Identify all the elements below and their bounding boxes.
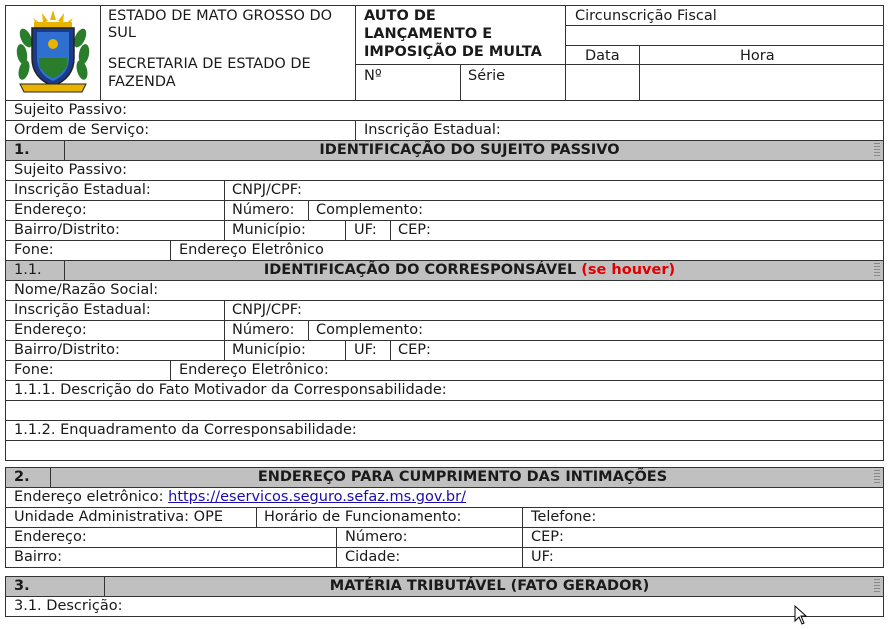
s11-municipio-label: Município: [232, 342, 306, 358]
s11-cep-label: CEP: [398, 342, 431, 358]
s2-horario-label: Horário de Funcionamento: [264, 509, 462, 525]
s11-complemento-label: Complemento: [316, 322, 423, 338]
s11-numero-label: Número: [232, 322, 295, 338]
data-label: Data [585, 48, 620, 64]
doc-title-line2: LANÇAMENTO E [364, 26, 493, 42]
resize-grip-icon [874, 143, 880, 157]
section1-title: IDENTIFICAÇÃO DO SUJEITO PASSIVO [319, 142, 620, 158]
section2-header [5, 467, 884, 488]
numero-label: Nº [364, 68, 382, 84]
s11-endereco-label: Endereço: [14, 322, 87, 338]
s2-endereco-eletronico-link[interactable]: https://eservicos.seguro.sefaz.ms.gov.br/ [168, 489, 466, 505]
s2-endereco-label: Endereço: [14, 529, 87, 545]
resize-grip-icon [874, 470, 880, 484]
section3-number: 3. [6, 577, 105, 596]
state-name-line2: SUL [108, 25, 136, 41]
secretaria-line1: SECRETARIA DE ESTADO DE [108, 56, 311, 72]
s1-endereco-eletronico-label: Endereço Eletrônico [179, 242, 324, 258]
section1-header [5, 140, 884, 161]
s2-cidade-label: Cidade: [345, 549, 401, 565]
section11-number: 1.1. [6, 261, 65, 280]
serie-label: Série [468, 68, 506, 84]
s2-telefone-label: Telefone: [531, 509, 597, 525]
s11-fone-label: Fone: [14, 362, 54, 378]
s1-endereco-label: Endereço: [14, 202, 87, 218]
top-inscricao-estadual-label: Inscrição Estadual: [364, 122, 501, 138]
s11-descricao-fato-label: 1.1.1. Descrição do Fato Motivador da Corresponsabilidade: [14, 382, 447, 398]
s2-bairro-label: Bairro: [14, 549, 62, 565]
section11-title-wrap [56, 261, 883, 279]
s1-inscricao-estadual-label: Inscrição Estadual: [14, 182, 151, 198]
section1-number: 1. [6, 141, 65, 160]
ordem-servico-label: Ordem de Serviço: [14, 122, 150, 138]
secretaria-line2: FAZENDA [108, 74, 176, 90]
circunscricao-label: Circunscrição Fiscal [575, 8, 717, 24]
resize-grip-icon [874, 263, 880, 277]
hora-label: Hora [740, 48, 775, 64]
s11-enquadramento-label: 1.1.2. Enquadramento da Corresponsabilidade: [14, 422, 357, 438]
doc-title-line1: AUTO DE [364, 8, 436, 24]
s11-cnpj-label: CNPJ/CPF: [232, 302, 302, 318]
section2-number: 2. [6, 468, 51, 487]
s1-fone-label: Fone: [14, 242, 54, 258]
s11-descricao-fato-field[interactable] [5, 400, 884, 421]
s2-endereco-eletronico-label: Endereço eletrônico: [14, 489, 164, 505]
s1-cnpj-label: CNPJ/CPF: [232, 182, 302, 198]
s11-nome-label: Nome/Razão Social: [14, 282, 159, 298]
s11-endereco-eletronico-label: Endereço Eletrônico: [179, 362, 329, 378]
s11-inscricao-estadual-label: Inscrição Estadual: [14, 302, 151, 318]
section11-title-note: (se houver) [581, 262, 676, 278]
s2-endereco-eletronico-row [14, 488, 466, 506]
top-sujeito-passivo-label: Sujeito Passivo: [14, 102, 127, 118]
s2-numero-label: Número: [345, 529, 408, 545]
section11-header [5, 260, 884, 281]
s2-cep-label: CEP: [531, 529, 564, 545]
section3-title: MATÉRIA TRIBUTÁVEL (FATO GERADOR) [329, 578, 650, 594]
s2-uf-label: UF: [531, 549, 554, 565]
s1-uf-label: UF: [354, 222, 377, 238]
state-name-line1: ESTADO DE MATO GROSSO DO [108, 8, 333, 24]
resize-grip-icon [874, 579, 880, 593]
section11-title: IDENTIFICAÇÃO DO CORRESPONSÁVEL [263, 262, 577, 278]
s1-sujeito-passivo-label: Sujeito Passivo: [14, 162, 127, 178]
s1-cep-label: CEP: [398, 222, 431, 238]
s11-enquadramento-field[interactable] [5, 440, 884, 461]
section3-header [5, 576, 884, 597]
doc-title-line3: IMPOSIÇÃO DE MULTA [364, 44, 542, 60]
s1-numero-label: Número: [232, 202, 295, 218]
coat-of-arms-logo [12, 8, 94, 96]
mouse-cursor-icon [794, 605, 808, 625]
s1-bairro-label: Bairro/Distrito: [14, 222, 120, 238]
s1-complemento-label: Complemento: [316, 202, 423, 218]
s3-descricao-label: 3.1. Descrição: [14, 598, 123, 614]
s11-uf-label: UF: [354, 342, 377, 358]
section2-title: ENDEREÇO PARA CUMPRIMENTO DAS INTIMAÇÕES [257, 469, 668, 485]
s1-municipio-label: Município: [232, 222, 306, 238]
s11-bairro-label: Bairro/Distrito: [14, 342, 120, 358]
s2-unidade-label: Unidade Administrativa: OPE [14, 509, 223, 525]
